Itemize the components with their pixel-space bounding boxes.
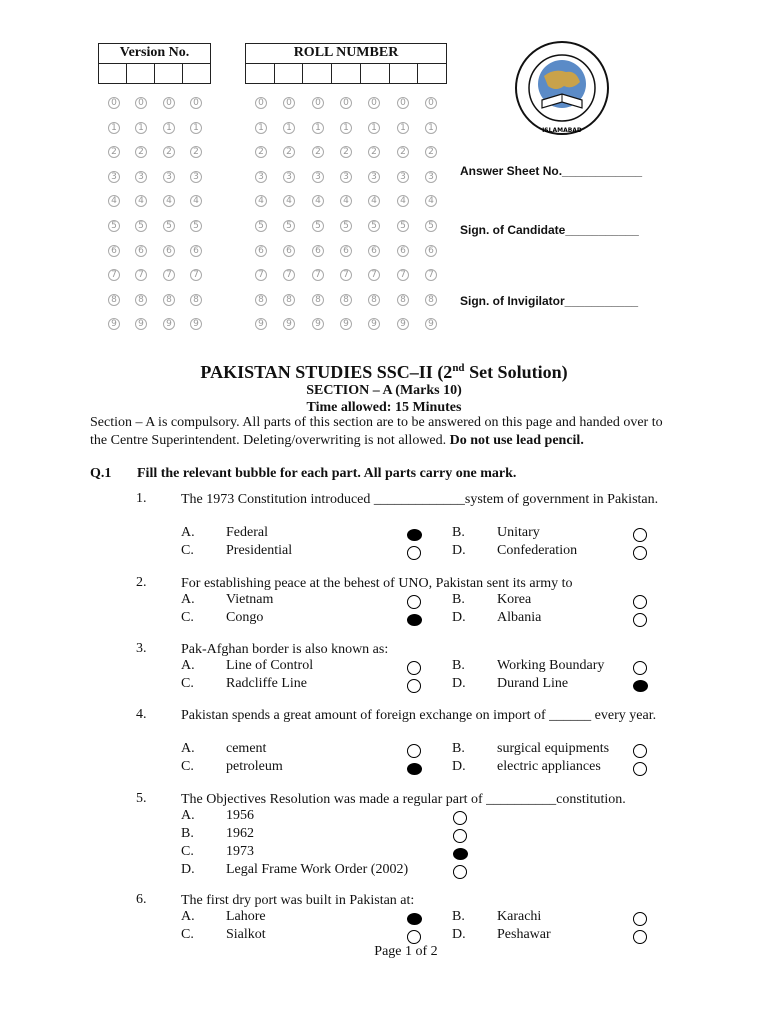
roll-digit-bubble[interactable]: 4 bbox=[283, 195, 295, 207]
title-main: PAKISTAN STUDIES SSC–II (2 bbox=[200, 362, 453, 382]
roll-digit-bubble[interactable]: 1 bbox=[368, 122, 380, 134]
option-letter: B. bbox=[452, 592, 465, 607]
roll-digit-bubble[interactable]: 9 bbox=[368, 318, 380, 330]
question-item-number: 3. bbox=[136, 641, 147, 656]
version-digit-bubble[interactable]: 1 bbox=[190, 122, 202, 134]
option-text: Albania bbox=[497, 610, 542, 625]
answer-bubble[interactable] bbox=[633, 912, 647, 926]
roll-digit-bubble[interactable]: 9 bbox=[340, 318, 352, 330]
version-digit-bubble[interactable]: 7 bbox=[190, 269, 202, 281]
question-text: Pakistan spends a great amount of foreign exchange on import of ______ every year. bbox=[181, 708, 657, 723]
roll-digit-bubble[interactable]: 2 bbox=[340, 146, 352, 158]
roll-number-box bbox=[245, 43, 447, 84]
version-digit-bubble[interactable]: 5 bbox=[163, 220, 175, 232]
answer-sheet-number-field[interactable]: Answer Sheet No.____________ bbox=[460, 164, 643, 178]
roll-digit-bubble[interactable]: 6 bbox=[340, 245, 352, 257]
option-text: Working Boundary bbox=[497, 658, 605, 673]
roll-digit-bubble[interactable]: 3 bbox=[425, 171, 437, 183]
roll-digit-bubble[interactable]: 7 bbox=[368, 269, 380, 281]
roll-digit-cell[interactable] bbox=[390, 64, 419, 84]
roll-digit-bubble[interactable]: 2 bbox=[368, 146, 380, 158]
answer-bubble[interactable] bbox=[633, 528, 647, 542]
roll-digit-bubble[interactable]: 2 bbox=[312, 146, 324, 158]
roll-digit-bubble[interactable]: 4 bbox=[255, 195, 267, 207]
version-digit-bubble[interactable]: 5 bbox=[190, 220, 202, 232]
roll-digit-bubble[interactable]: 6 bbox=[368, 245, 380, 257]
version-digit-cell[interactable] bbox=[99, 64, 127, 84]
fbise-logo bbox=[514, 40, 610, 136]
roll-digit-bubble[interactable]: 6 bbox=[397, 245, 409, 257]
version-digit-bubble[interactable]: 8 bbox=[135, 294, 147, 306]
roll-digit-bubble[interactable]: 2 bbox=[425, 146, 437, 158]
roll-digit-bubble[interactable]: 3 bbox=[255, 171, 267, 183]
roll-digit-bubble[interactable]: 4 bbox=[425, 195, 437, 207]
question-item-number: 4. bbox=[136, 707, 147, 722]
option-letter: C. bbox=[181, 676, 194, 691]
option-letter: A. bbox=[181, 909, 195, 924]
option-text: Durand Line bbox=[497, 676, 569, 691]
option-letter: A. bbox=[181, 525, 195, 540]
roll-digit-bubble[interactable]: 3 bbox=[397, 171, 409, 183]
roll-digit-bubble[interactable]: 0 bbox=[283, 97, 295, 109]
roll-digit-cell[interactable] bbox=[303, 64, 332, 84]
roll-digit-bubble[interactable]: 0 bbox=[397, 97, 409, 109]
roll-digit-bubble[interactable]: 1 bbox=[425, 122, 437, 134]
roll-digit-bubble[interactable]: 9 bbox=[425, 318, 437, 330]
version-digit-bubble[interactable]: 8 bbox=[108, 294, 120, 306]
roll-digit-bubble[interactable]: 4 bbox=[368, 195, 380, 207]
option-letter: B. bbox=[452, 658, 465, 673]
version-digit-bubble[interactable]: 0 bbox=[108, 97, 120, 109]
option-text: surgical equipments bbox=[497, 741, 610, 756]
answer-bubble-filled[interactable] bbox=[633, 680, 648, 692]
version-digit-bubble[interactable]: 0 bbox=[190, 97, 202, 109]
roll-digit-bubble[interactable]: 3 bbox=[340, 171, 352, 183]
question-text: For establishing peace at the behest of UNO, Pakistan sent its army to bbox=[181, 576, 573, 591]
answer-bubble[interactable] bbox=[633, 595, 647, 609]
roll-digit-bubble[interactable]: 7 bbox=[340, 269, 352, 281]
page-title bbox=[0, 362, 768, 383]
roll-digit-bubble[interactable]: 8 bbox=[255, 294, 267, 306]
version-number-box bbox=[98, 43, 211, 84]
option-text: Radcliffe Line bbox=[226, 676, 307, 691]
question-item-number: 6. bbox=[136, 892, 147, 907]
version-digit-bubble[interactable]: 8 bbox=[190, 294, 202, 306]
roll-digit-bubble[interactable]: 6 bbox=[425, 245, 437, 257]
option-letter: C. bbox=[181, 844, 194, 859]
option-letter: D. bbox=[452, 927, 466, 942]
roll-digit-bubble[interactable]: 2 bbox=[255, 146, 267, 158]
roll-digit-bubble[interactable]: 6 bbox=[255, 245, 267, 257]
option-text: Vietnam bbox=[226, 592, 274, 607]
roll-digit-cell[interactable] bbox=[361, 64, 390, 84]
version-digit-bubble[interactable]: 5 bbox=[135, 220, 147, 232]
option-text: Korea bbox=[497, 592, 532, 607]
option-text: Lahore bbox=[226, 909, 266, 924]
version-digit-bubble[interactable]: 7 bbox=[163, 269, 175, 281]
instructions-text: Section – A is compulsory. All parts of this section are to be answered on this page and handed over to the Centre Superintendent. Deleting/overwriting is not allowed. bbox=[90, 415, 663, 448]
question-item-number: 1. bbox=[136, 491, 147, 506]
roll-digit-bubble[interactable]: 8 bbox=[397, 294, 409, 306]
roll-digit-bubble[interactable]: 8 bbox=[368, 294, 380, 306]
version-digit-bubble[interactable]: 3 bbox=[163, 171, 175, 183]
option-letter: C. bbox=[181, 610, 194, 625]
question-text: Pak-Afghan border is also known as: bbox=[181, 642, 389, 657]
option-text: Legal Frame Work Order (2002) bbox=[226, 862, 409, 877]
roll-digit-bubble[interactable]: 1 bbox=[340, 122, 352, 134]
roll-digit-bubble[interactable]: 1 bbox=[255, 122, 267, 134]
option-letter: D. bbox=[452, 543, 466, 558]
version-digit-bubble[interactable]: 0 bbox=[135, 97, 147, 109]
roll-digit-bubble[interactable]: 2 bbox=[397, 146, 409, 158]
version-digit-bubble[interactable]: 9 bbox=[135, 318, 147, 330]
roll-number-label: ROLL NUMBER bbox=[246, 44, 446, 64]
option-text: Unitary bbox=[497, 525, 540, 540]
version-digit-cell[interactable] bbox=[155, 64, 183, 84]
option-text: 1973 bbox=[226, 844, 254, 859]
instructions bbox=[90, 414, 680, 450]
version-digit-bubble[interactable]: 6 bbox=[108, 245, 120, 257]
answer-bubble[interactable] bbox=[453, 865, 467, 879]
answer-bubble[interactable] bbox=[633, 744, 647, 758]
roll-digit-bubble[interactable]: 6 bbox=[283, 245, 295, 257]
roll-digit-bubble[interactable]: 8 bbox=[312, 294, 324, 306]
option-letter: D. bbox=[181, 862, 195, 877]
version-digit-cell[interactable] bbox=[183, 64, 210, 84]
option-letter: D. bbox=[452, 676, 466, 691]
roll-digit-bubble[interactable]: 7 bbox=[312, 269, 324, 281]
option-text: Federal bbox=[226, 525, 268, 540]
version-digit-bubble[interactable]: 9 bbox=[163, 318, 175, 330]
roll-digit-bubble[interactable]: 5 bbox=[368, 220, 380, 232]
option-letter: A. bbox=[181, 592, 195, 607]
roll-digit-bubble[interactable]: 0 bbox=[255, 97, 267, 109]
candidate-signature-field[interactable]: Sign. of Candidate___________ bbox=[460, 223, 639, 237]
option-letter: A. bbox=[181, 741, 195, 756]
version-digit-bubble[interactable]: 1 bbox=[163, 122, 175, 134]
option-text: Peshawar bbox=[497, 927, 551, 942]
roll-digit-bubble[interactable]: 5 bbox=[425, 220, 437, 232]
roll-digit-bubble[interactable]: 6 bbox=[312, 245, 324, 257]
answer-bubble[interactable] bbox=[633, 546, 647, 560]
answer-bubble[interactable] bbox=[633, 762, 647, 776]
invigilator-signature-field[interactable]: Sign. of Invigilator___________ bbox=[460, 294, 639, 308]
roll-digit-bubble[interactable]: 5 bbox=[283, 220, 295, 232]
roll-digit-bubble[interactable]: 8 bbox=[425, 294, 437, 306]
version-digit-bubble[interactable]: 7 bbox=[108, 269, 120, 281]
option-text: Sialkot bbox=[226, 927, 266, 942]
fbise-seal-icon bbox=[514, 40, 610, 136]
answer-bubble-filled[interactable] bbox=[407, 614, 422, 626]
answer-bubble-filled[interactable] bbox=[407, 529, 422, 541]
title-superscript: nd bbox=[452, 362, 465, 374]
option-text: Line of Control bbox=[226, 658, 314, 673]
roll-digit-bubble[interactable]: 0 bbox=[368, 97, 380, 109]
version-digit-bubble[interactable]: 2 bbox=[163, 146, 175, 158]
answer-bubble[interactable] bbox=[633, 613, 647, 627]
roll-digit-bubble[interactable]: 9 bbox=[255, 318, 267, 330]
roll-digit-bubble[interactable]: 3 bbox=[312, 171, 324, 183]
roll-digit-bubble[interactable]: 0 bbox=[312, 97, 324, 109]
option-text: Confederation bbox=[497, 543, 578, 558]
version-digit-bubble[interactable]: 1 bbox=[108, 122, 120, 134]
roll-digit-bubble[interactable]: 1 bbox=[397, 122, 409, 134]
option-text: petroleum bbox=[226, 759, 283, 774]
roll-digit-bubble[interactable]: 7 bbox=[283, 269, 295, 281]
answer-bubble[interactable] bbox=[407, 595, 421, 609]
version-digit-bubble[interactable]: 4 bbox=[135, 195, 147, 207]
question-item-number: 2. bbox=[136, 575, 147, 590]
roll-digit-bubble[interactable]: 0 bbox=[425, 97, 437, 109]
answer-bubble-filled[interactable] bbox=[453, 848, 468, 860]
roll-digit-cell[interactable] bbox=[246, 64, 275, 84]
roll-digit-cell[interactable] bbox=[275, 64, 304, 84]
answer-bubble[interactable] bbox=[407, 679, 421, 693]
roll-digit-bubble[interactable]: 0 bbox=[340, 97, 352, 109]
roll-digit-bubble[interactable]: 7 bbox=[397, 269, 409, 281]
roll-digit-bubble[interactable]: 4 bbox=[340, 195, 352, 207]
version-digit-bubble[interactable]: 7 bbox=[135, 269, 147, 281]
roll-digit-bubble[interactable]: 5 bbox=[312, 220, 324, 232]
roll-digit-bubble[interactable]: 1 bbox=[283, 122, 295, 134]
version-digit-bubble[interactable]: 2 bbox=[190, 146, 202, 158]
roll-digit-bubble[interactable]: 9 bbox=[397, 318, 409, 330]
roll-digit-bubble[interactable]: 2 bbox=[283, 146, 295, 158]
version-digit-bubble[interactable]: 5 bbox=[108, 220, 120, 232]
option-letter: B. bbox=[452, 741, 465, 756]
version-digit-bubble[interactable]: 0 bbox=[163, 97, 175, 109]
roll-digit-bubble[interactable]: 5 bbox=[340, 220, 352, 232]
option-letter: D. bbox=[452, 610, 466, 625]
option-letter: B. bbox=[452, 525, 465, 540]
option-letter: A. bbox=[181, 658, 195, 673]
answer-bubble[interactable] bbox=[407, 930, 421, 944]
roll-digit-bubble[interactable]: 3 bbox=[368, 171, 380, 183]
version-digit-bubble[interactable]: 6 bbox=[190, 245, 202, 257]
version-digit-bubble[interactable]: 3 bbox=[135, 171, 147, 183]
question-item-number: 5. bbox=[136, 791, 147, 806]
option-letter: C. bbox=[181, 927, 194, 942]
answer-bubble-filled[interactable] bbox=[407, 913, 422, 925]
option-letter: D. bbox=[452, 759, 466, 774]
answer-bubble[interactable] bbox=[407, 546, 421, 560]
version-digit-bubble[interactable]: 4 bbox=[108, 195, 120, 207]
answer-bubble[interactable] bbox=[633, 930, 647, 944]
section-heading: SECTION – A (Marks 10) bbox=[306, 383, 462, 398]
answer-bubble[interactable] bbox=[453, 811, 467, 825]
option-letter: C. bbox=[181, 543, 194, 558]
answer-bubble[interactable] bbox=[633, 661, 647, 675]
option-text: 1962 bbox=[226, 826, 254, 841]
roll-digit-bubble[interactable]: 3 bbox=[283, 171, 295, 183]
option-text: Karachi bbox=[497, 909, 542, 924]
question-number: Q.1 bbox=[90, 466, 112, 481]
svg-text:ISLAMABAD: ISLAMABAD bbox=[542, 127, 582, 134]
version-digit-bubble[interactable]: 3 bbox=[108, 171, 120, 183]
question-text: The first dry port was built in Pakistan at: bbox=[181, 893, 415, 908]
option-letter: C. bbox=[181, 759, 194, 774]
roll-digit-cell[interactable] bbox=[418, 64, 446, 84]
roll-digit-bubble[interactable]: 4 bbox=[312, 195, 324, 207]
answer-bubble[interactable] bbox=[407, 661, 421, 675]
option-text: 1956 bbox=[226, 808, 254, 823]
option-text: cement bbox=[226, 741, 267, 756]
roll-digit-bubble[interactable]: 8 bbox=[340, 294, 352, 306]
version-digit-bubble[interactable]: 4 bbox=[190, 195, 202, 207]
version-digit-bubble[interactable]: 2 bbox=[135, 146, 147, 158]
roll-digit-bubble[interactable]: 7 bbox=[425, 269, 437, 281]
answer-bubble[interactable] bbox=[407, 744, 421, 758]
version-digit-bubble[interactable]: 6 bbox=[163, 245, 175, 257]
question-text: The Objectives Resolution was made a regular part of __________constitution. bbox=[181, 792, 626, 807]
version-digit-bubble[interactable]: 4 bbox=[163, 195, 175, 207]
roll-digit-bubble[interactable]: 5 bbox=[255, 220, 267, 232]
version-digit-cell[interactable] bbox=[127, 64, 155, 84]
version-digit-bubble[interactable]: 6 bbox=[135, 245, 147, 257]
answer-bubble[interactable] bbox=[453, 829, 467, 843]
roll-digit-bubble[interactable]: 9 bbox=[312, 318, 324, 330]
roll-digit-cell[interactable] bbox=[332, 64, 361, 84]
version-digit-bubble[interactable]: 9 bbox=[190, 318, 202, 330]
version-digit-bubble[interactable]: 3 bbox=[190, 171, 202, 183]
roll-digit-bubble[interactable]: 1 bbox=[312, 122, 324, 134]
page-number: Page 1 of 2 bbox=[374, 944, 438, 959]
roll-digit-bubble[interactable]: 4 bbox=[397, 195, 409, 207]
option-letter: B. bbox=[181, 826, 194, 841]
roll-digit-bubble[interactable]: 8 bbox=[283, 294, 295, 306]
version-digit-bubble[interactable]: 9 bbox=[108, 318, 120, 330]
version-label: Version No. bbox=[99, 44, 210, 64]
instructions-bold: Do not use lead pencil. bbox=[449, 433, 584, 448]
question-text: The 1973 Constitution introduced _____________system of government in Pakistan. bbox=[181, 492, 659, 507]
roll-digit-bubble[interactable]: 5 bbox=[397, 220, 409, 232]
title-main-end: Set Solution) bbox=[464, 362, 568, 382]
question-instruction: Fill the relevant bubble for each part. All parts carry one mark. bbox=[137, 466, 517, 481]
option-letter: A. bbox=[181, 808, 195, 823]
time-allowed: Time allowed: 15 Minutes bbox=[306, 400, 462, 415]
option-text: Presidential bbox=[226, 543, 293, 558]
roll-digit-bubble[interactable]: 9 bbox=[283, 318, 295, 330]
version-digit-bubble[interactable]: 8 bbox=[163, 294, 175, 306]
option-letter: B. bbox=[452, 909, 465, 924]
answer-bubble-filled[interactable] bbox=[407, 763, 422, 775]
version-digit-bubble[interactable]: 2 bbox=[108, 146, 120, 158]
option-text: Congo bbox=[226, 610, 264, 625]
roll-digit-bubble[interactable]: 7 bbox=[255, 269, 267, 281]
option-text: electric appliances bbox=[497, 759, 601, 774]
version-digit-bubble[interactable]: 1 bbox=[135, 122, 147, 134]
